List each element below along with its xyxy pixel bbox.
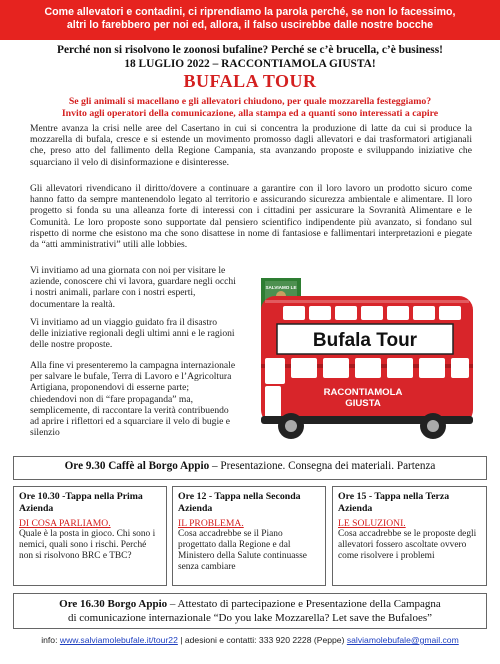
final-line-1: – Attestato di partecipazione e Presentazione della Campagna [167,598,441,610]
stop-third-farm [332,486,487,586]
stop-body: Cosa accadrebbe se le proposte degli allevatori fossero ascoltate ovvero come risolvere i problemi [338,529,477,561]
banner-line-1: Come allevatori e contadini, ci riprendiamo la parola perché, se non lo facessimo, [44,6,456,18]
footer-contacts-text: | adesioni e contatti: 333 920 2228 (Peppe) [177,635,347,645]
subtitle-line-1: Perché non si risolvono le zoonosi bufaline? Perché se c’è brucella, c’è business! [57,44,443,56]
bus-slogan-2: GIUSTA [345,398,381,409]
stop-head: Ore 15 - Tappa nella Terza Azienda [338,491,450,514]
invite-visit-paragraph: Vi invitiamo ad una giornata con noi per visitare le aziende, conoscere chi vi lavora, guardare negli occhi i nostri animali, parlare con i nostri esperti, documentare la realtà. [30,265,236,310]
stop-body: Cosa accadrebbe se il Piano progettato dalla Regione e dal Ministero della Salute continuasse senza cambiare [178,529,307,572]
stop-head: Ore 12 - Tappa nella Seconda Azienda [178,491,301,514]
stop-second-farm [172,486,326,586]
bus-sign-text: Bufala Tour [312,330,418,351]
question-line-1: Se gli animali si macellano e gli allevatori chiudono, per quale mozzarella festeggiamo? [68,96,432,107]
cafe-time: Ore 9.30 Caffè al Borgo Appio [64,460,210,472]
footer-info-label: info: [41,635,60,645]
final-box [13,593,487,629]
cafe-box [13,454,487,481]
question-line-2: Invito agli operatori della comunicazione, alla stampa ed a quanti sono interessati a capire [61,108,439,119]
banner-line-2: altri lo farebbero per noi ed, allora, il falso uscirebbe dalle nostre bocche [66,19,434,31]
stop-head: Ore 10.30 -Tappa nella Prima Azienda [19,491,143,514]
campaign-paragraph: Alla fine vi presenteremo la campagna internazionale per salvare le bufale, Terra di Lavoro e l’Agricoltura Artigiana, proponendovi di esserne parte; chiedendovi non di “fare propaganda” ma, semplicemente, di raccontare la verità contribuendo ad aprire i riflettori ed a squarciare il velo di bugie e silenzio [30,360,236,439]
final-time: Ore 16.30 Borgo Appio [59,598,168,610]
bus-slogan-1: RACONTIAMOLA [323,387,403,398]
top-banner [0,0,500,40]
cafe-description: – Presentazione. Consegna dei materiali. Partenza [209,460,436,472]
intro-paragraph: Mentre avanza la crisi nelle aree del Casertano in cui si concentra la produzione di latte da cui si produce la mozzarella di bufala, cresce e si estende un movimento promosso dagli allevatori e dai trasformatori artigianali che, preso atto del fallimento della Regione Campania, sta avanzando proposte e sviluppando iniziative che squarciano il velo di disinformazione e disinteresse. [30,123,472,168]
final-line-2: di comunicazione internazionale “Do you lake Mozzarella? Let save the Bufaloes” [67,612,433,624]
breeders-paragraph: Gli allevatori rivendicano il diritto/dovere a continuare a garantire con il loro lavoro un prodotto sicuro come hanno fatto da sempre mantenendolo legato al territorio e assicurando sicurezza ambientale e alimentare. Il loro progetto si fonda su una alleanza forte di interessi con i cittadini per assicurare la Sovranità Alimentare e le Comunità. Le loro proposte sono supportate dal pensiero scientifico indipendente più avanzato, si fondano sul rispetto di norme che esistono ma che sono disattese in nome di fantasiose e fallimentari interpretazioni e piegate da “atti amministrativi” utili alle lobbies. [30,183,472,251]
stop-topic: IL PROBLEMA. [178,518,244,529]
stop-body: Quale è la posta in gioco. Chi sono i nemici, quali sono i rischi. Perché non si risolvono BRC e TBC? [19,529,156,561]
flag-text-1: SALVIAMO LE [265,285,297,290]
website-link[interactable]: www.salviamolebufale.it/tour22 [59,635,178,645]
invite-journey-paragraph: Vi invitiamo ad un viaggio guidato fra il disastro delle iniziative regionali degli ultimi anni e le ragioni delle nostre proposte. [30,317,235,351]
stop-topic: DI COSA PARLIAMO. [19,518,111,529]
bufala-tour-bus-illustration [243,276,483,441]
subtitle-line-2: 18 LUGLIO 2022 – RACCONTIAMOLA GIUSTA! [124,58,376,70]
bus-door [265,386,281,420]
footer-contacts [0,635,500,645]
page-title: BUFALA TOUR [183,71,317,91]
stop-first-farm [13,486,167,586]
email-link[interactable]: salviamolebufale@gmail.com [346,635,459,645]
stop-topic: LE SOLUZIONI. [338,518,406,529]
